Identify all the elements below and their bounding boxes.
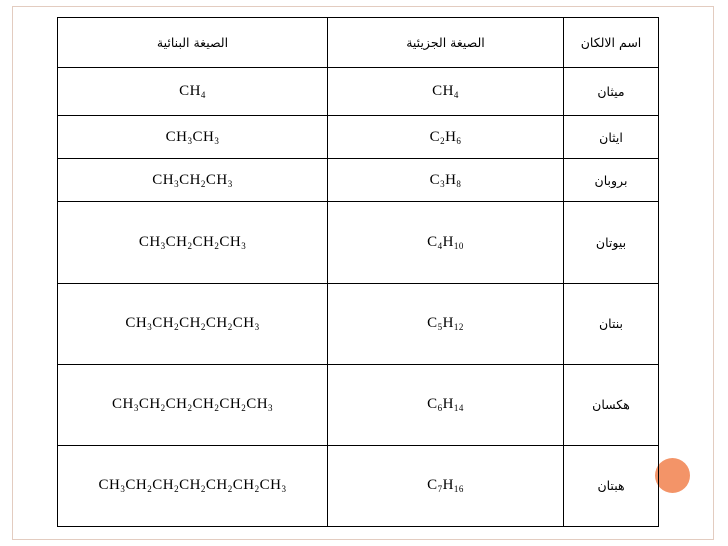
formula-subscript: 3 xyxy=(241,240,247,251)
formula-part: H xyxy=(442,233,454,250)
formula-part: CH xyxy=(232,477,255,494)
formula-subscript: 2 xyxy=(200,322,206,333)
structural-formula xyxy=(58,159,328,202)
formula-subscript: 16 xyxy=(453,484,464,495)
formula-part: CH xyxy=(205,315,228,332)
structural-formula xyxy=(58,283,328,364)
formula-subscript: 3 xyxy=(120,484,126,495)
molecular-formula xyxy=(328,364,564,445)
formula-part: C xyxy=(427,315,438,332)
formula-subscript: 2 xyxy=(174,322,180,333)
formula-part: CH xyxy=(192,128,215,145)
formula-part: CH xyxy=(232,315,255,332)
alkane-name: بروبان xyxy=(564,159,659,202)
table-row xyxy=(58,202,659,283)
structural-formula xyxy=(58,445,328,526)
formula-part: CH xyxy=(192,396,215,413)
formula-subscript: 2 xyxy=(200,484,206,495)
table-row xyxy=(58,364,659,445)
formula-part: H xyxy=(442,315,454,332)
header-structural-formula: الصيغة البنائية xyxy=(58,18,328,68)
decorative-circle xyxy=(655,458,690,493)
formula-subscript: 2 xyxy=(174,484,180,495)
formula-part: CH xyxy=(179,83,201,100)
formula-part: C xyxy=(427,396,438,413)
formula-part: CH xyxy=(125,315,148,332)
formula-subscript: 3 xyxy=(187,135,193,146)
formula-part: CH xyxy=(152,171,175,188)
formula-subscript: 2 xyxy=(241,403,247,414)
molecular-formula xyxy=(328,68,564,116)
formula-subscript: 2 xyxy=(187,240,193,251)
molecular-formula xyxy=(328,116,564,159)
formula-subscript: 2 xyxy=(227,322,233,333)
alkane-table xyxy=(57,17,659,527)
formula-subscript: 2 xyxy=(214,403,220,414)
formula-subscript: 2 xyxy=(214,240,220,251)
formula-part: C xyxy=(429,171,441,188)
structural-formula xyxy=(58,116,328,159)
structural-formula xyxy=(58,202,328,283)
alkane-name: هكسان xyxy=(564,364,659,445)
formula-part: CH xyxy=(259,477,282,494)
formula-part: CH xyxy=(219,396,242,413)
formula-subscript: 3 xyxy=(227,178,233,189)
molecular-formula xyxy=(328,445,564,526)
formula-subscript: 2 xyxy=(440,135,446,146)
formula-subscript: 3 xyxy=(440,178,446,189)
formula-part: CH xyxy=(138,396,161,413)
alkane-name: ايثان xyxy=(564,116,659,159)
molecular-formula xyxy=(328,202,564,283)
formula-subscript: 14 xyxy=(453,403,464,414)
formula-subscript: 10 xyxy=(453,240,464,251)
formula-part: CH xyxy=(98,477,121,494)
molecular-formula xyxy=(328,283,564,364)
formula-part: CH xyxy=(179,171,201,188)
formula-subscript: 6 xyxy=(456,135,462,146)
formula-part: CH xyxy=(111,396,134,413)
formula-subscript: 2 xyxy=(227,484,233,495)
formula-subscript: 2 xyxy=(254,484,260,495)
formula-subscript: 3 xyxy=(147,322,153,333)
formula-subscript: 7 xyxy=(437,484,443,495)
table-header-row xyxy=(58,18,659,68)
formula-part: CH xyxy=(179,315,201,332)
formula-part: CH xyxy=(179,477,201,494)
formula-part: C xyxy=(429,128,441,145)
formula-part: CH xyxy=(138,233,161,250)
formula-part: CH xyxy=(192,233,215,250)
molecular-formula xyxy=(328,159,564,202)
table-row xyxy=(58,68,659,116)
formula-subscript: 2 xyxy=(187,403,193,414)
formula-part: CH xyxy=(205,477,228,494)
formula-subscript: 4 xyxy=(453,90,459,101)
formula-part: CH xyxy=(246,396,269,413)
formula-subscript: 3 xyxy=(254,322,260,333)
formula-part: H xyxy=(445,128,457,145)
alkane-name: ميثان xyxy=(564,68,659,116)
formula-subscript: 5 xyxy=(437,322,443,333)
formula-subscript: 3 xyxy=(133,403,139,414)
formula-subscript: 12 xyxy=(453,322,464,333)
formula-subscript: 3 xyxy=(281,484,287,495)
table-row xyxy=(58,159,659,202)
formula-part: CH xyxy=(165,233,188,250)
table-row xyxy=(58,445,659,526)
formula-part: CH xyxy=(219,233,242,250)
structural-formula xyxy=(58,68,328,116)
formula-part: H xyxy=(442,396,454,413)
alkane-name: بنتان xyxy=(564,283,659,364)
formula-subscript: 2 xyxy=(200,178,206,189)
formula-subscript: 4 xyxy=(200,90,206,101)
formula-subscript: 4 xyxy=(437,240,443,251)
formula-subscript: 3 xyxy=(174,178,180,189)
formula-part: C xyxy=(427,233,438,250)
formula-part: CH xyxy=(125,477,148,494)
formula-part: CH xyxy=(165,396,188,413)
table-row xyxy=(58,116,659,159)
formula-part: H xyxy=(442,477,454,494)
formula-part: CH xyxy=(432,83,454,100)
header-molecular-formula: الصيغة الجزيئية xyxy=(328,18,564,68)
formula-subscript: 3 xyxy=(160,240,166,251)
formula-subscript: 2 xyxy=(160,403,166,414)
formula-subscript: 2 xyxy=(147,484,153,495)
formula-part: CH xyxy=(152,315,175,332)
formula-part: H xyxy=(445,171,457,188)
header-alkane-name: اسم الالكان xyxy=(564,18,659,68)
formula-part: C xyxy=(427,477,438,494)
alkane-name: بيوتان xyxy=(564,202,659,283)
formula-subscript: 3 xyxy=(214,135,220,146)
table-row xyxy=(58,283,659,364)
formula-subscript: 3 xyxy=(268,403,274,414)
formula-subscript: 8 xyxy=(456,178,462,189)
formula-part: CH xyxy=(165,128,188,145)
structural-formula xyxy=(58,364,328,445)
formula-part: CH xyxy=(205,171,228,188)
formula-subscript: 6 xyxy=(437,403,443,414)
formula-part: CH xyxy=(152,477,175,494)
alkane-name: هبتان xyxy=(564,445,659,526)
